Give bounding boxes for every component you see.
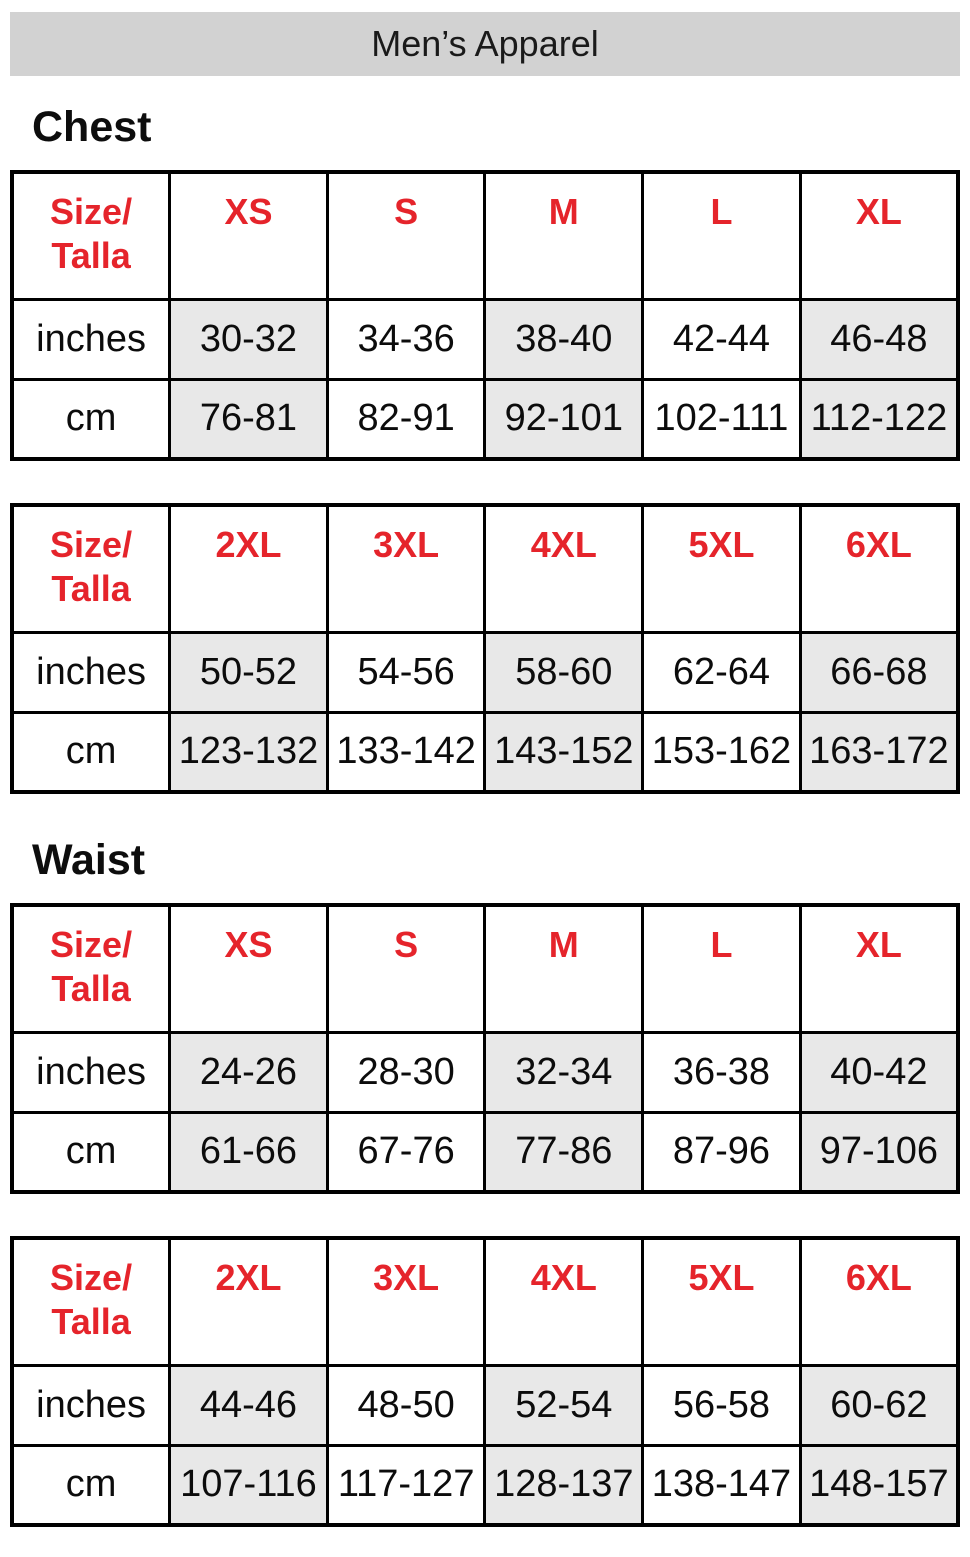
size-header-cell: 3XL [327,1238,485,1365]
corner-label-line2: Talla [51,234,131,276]
value-cell: 123-132 [170,712,328,792]
size-table [10,503,960,794]
size-header-cell: XL [800,172,958,299]
value-cell: 60-62 [800,1365,958,1445]
table-header-row [12,905,958,1032]
table-row [12,1445,958,1525]
table-row [12,1365,958,1445]
size-header-cell: S [327,172,485,299]
corner-label-line2: Talla [51,567,131,609]
corner-cell-size-talla [12,505,170,632]
table-header-row [12,172,958,299]
row-label-cell: inches [12,1032,170,1112]
value-cell: 67-76 [327,1112,485,1192]
size-header-cell: 4XL [485,1238,643,1365]
row-label-cell: cm [12,712,170,792]
value-cell: 40-42 [800,1032,958,1112]
corner-cell-size-talla [12,1238,170,1365]
size-table [10,170,960,461]
value-cell: 82-91 [327,379,485,459]
size-header-cell: 3XL [327,505,485,632]
size-header-cell: L [643,905,801,1032]
size-chart-content [0,103,970,1527]
corner-label-line2: Talla [51,967,131,1009]
row-label-cell: inches [12,632,170,712]
size-header-cell: XL [800,905,958,1032]
row-label-cell: inches [12,1365,170,1445]
value-cell: 34-36 [327,299,485,379]
value-cell: 58-60 [485,632,643,712]
value-cell: 24-26 [170,1032,328,1112]
value-cell: 97-106 [800,1112,958,1192]
corner-label-line1: Size/ [50,191,133,232]
value-cell: 32-34 [485,1032,643,1112]
value-cell: 117-127 [327,1445,485,1525]
size-header-cell: L [643,172,801,299]
row-label-cell: cm [12,1445,170,1525]
value-cell: 66-68 [800,632,958,712]
corner-label-line2: Talla [51,1300,131,1342]
table-row [12,1032,958,1112]
value-cell: 107-116 [170,1445,328,1525]
size-header-cell: 5XL [643,1238,801,1365]
value-cell: 28-30 [327,1032,485,1112]
row-label-cell: inches [12,299,170,379]
size-header-cell: S [327,905,485,1032]
size-header-cell: 2XL [170,1238,328,1365]
size-header-cell: M [485,905,643,1032]
section-heading: Waist [32,836,146,884]
value-cell: 52-54 [485,1365,643,1445]
value-cell: 38-40 [485,299,643,379]
page-title: Men’s Apparel [371,23,599,64]
value-cell: 50-52 [170,632,328,712]
value-cell: 56-58 [643,1365,801,1445]
size-header-cell: 2XL [170,505,328,632]
value-cell: 54-56 [327,632,485,712]
size-header-cell: M [485,172,643,299]
table-header-row [12,1238,958,1365]
size-table [10,1236,960,1527]
title-bar [10,12,960,76]
row-label-cell: cm [12,379,170,459]
value-cell: 44-46 [170,1365,328,1445]
value-cell: 42-44 [643,299,801,379]
size-header-cell: 4XL [485,505,643,632]
corner-label-line1: Size/ [50,924,133,965]
table-row [12,712,958,792]
value-cell: 138-147 [643,1445,801,1525]
size-table [10,903,960,1194]
value-cell: 143-152 [485,712,643,792]
value-cell: 148-157 [800,1445,958,1525]
value-cell: 76-81 [170,379,328,459]
corner-label-line1: Size/ [50,524,133,565]
value-cell: 36-38 [643,1032,801,1112]
value-cell: 87-96 [643,1112,801,1192]
corner-label-line1: Size/ [50,1257,133,1298]
size-header-cell: XS [170,172,328,299]
corner-cell-size-talla [12,905,170,1032]
corner-cell-size-talla [12,172,170,299]
size-header-cell: 6XL [800,1238,958,1365]
row-label-cell: cm [12,1112,170,1192]
table-header-row [12,505,958,632]
table-row [12,299,958,379]
value-cell: 153-162 [643,712,801,792]
value-cell: 30-32 [170,299,328,379]
value-cell: 48-50 [327,1365,485,1445]
section-heading: Chest [32,103,152,151]
table-row [12,379,958,459]
size-header-cell: XS [170,905,328,1032]
value-cell: 92-101 [485,379,643,459]
value-cell: 46-48 [800,299,958,379]
value-cell: 133-142 [327,712,485,792]
value-cell: 163-172 [800,712,958,792]
size-header-cell: 5XL [643,505,801,632]
table-row [12,632,958,712]
value-cell: 128-137 [485,1445,643,1525]
value-cell: 112-122 [800,379,958,459]
value-cell: 62-64 [643,632,801,712]
value-cell: 77-86 [485,1112,643,1192]
value-cell: 61-66 [170,1112,328,1192]
table-row [12,1112,958,1192]
value-cell: 102-111 [643,379,801,459]
size-header-cell: 6XL [800,505,958,632]
